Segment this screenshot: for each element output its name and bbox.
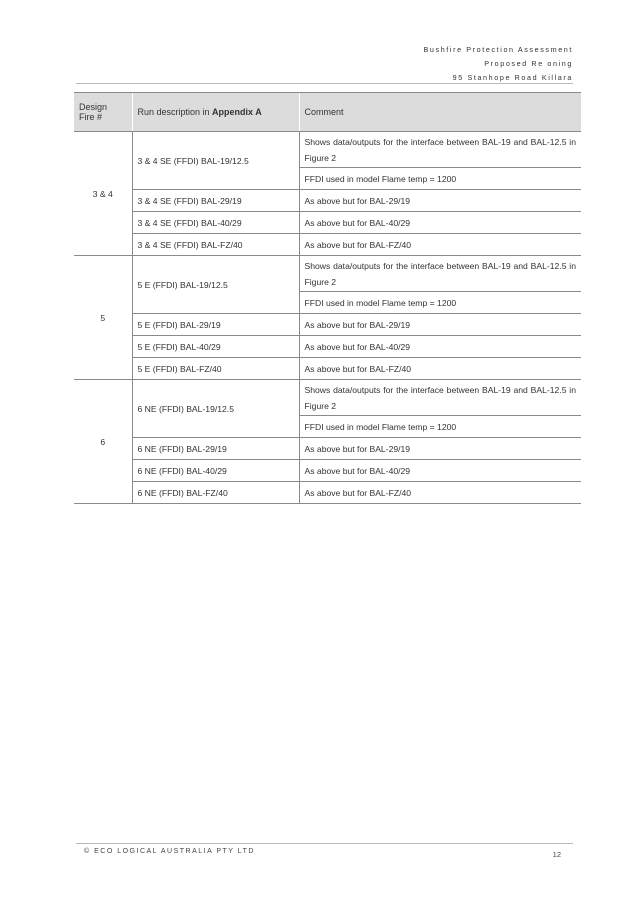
run-description-cell: 3 & 4 SE (FFDI) BAL-29/19 (132, 190, 299, 212)
design-fire-table (74, 92, 581, 504)
table-row (74, 314, 581, 336)
comment-cell: FFDI used in model Flame temp = 1200 (299, 416, 581, 438)
comment-cell: Shows data/outputs for the interface between BAL-19 and BAL-12.5 in Figure 2 (299, 380, 581, 416)
comment-cell: As above but for BAL-40/29 (299, 460, 581, 482)
run-description-cell: 6 NE (FFDI) BAL-29/19 (132, 438, 299, 460)
table-row (74, 438, 581, 460)
header-proposal: Proposed Re oning (484, 59, 573, 68)
run-description-cell: 3 & 4 SE (FFDI) BAL-19/12.5 (132, 132, 299, 190)
comment-cell: As above but for BAL-FZ/40 (299, 358, 581, 380)
table-row (74, 460, 581, 482)
comment-cell: Shows data/outputs for the interface between BAL-19 and BAL-12.5 in Figure 2 (299, 256, 581, 292)
column-header-comment: Comment (299, 93, 581, 132)
header-document-title: Bushfire Protection Assessment (423, 45, 573, 54)
run-description-cell: 6 NE (FFDI) BAL-FZ/40 (132, 482, 299, 504)
comment-cell: FFDI used in model Flame temp = 1200 (299, 292, 581, 314)
footer-copyright: © ECO LOGICAL AUSTRALIA PTY LTD (84, 848, 255, 855)
column-header-run-appendix: Appendix A (212, 107, 262, 117)
run-description-cell: 5 E (FFDI) BAL-19/12.5 (132, 256, 299, 314)
table-row (74, 358, 581, 380)
column-header-run-prefix: Run description in (137, 107, 213, 117)
table-row (74, 234, 581, 256)
design-fire-cell: 3 & 4 (74, 132, 132, 256)
table-row (74, 212, 581, 234)
run-description-cell: 3 & 4 SE (FFDI) BAL-FZ/40 (132, 234, 299, 256)
comment-cell: As above but for BAL-40/29 (299, 212, 581, 234)
footer-rule (76, 843, 573, 844)
table-row (74, 132, 581, 168)
run-description-cell: 6 NE (FFDI) BAL-19/12.5 (132, 380, 299, 438)
design-fire-cell: 6 (74, 380, 132, 504)
design-fire-cell: 5 (74, 256, 132, 380)
column-header-design-fire (74, 93, 132, 132)
comment-cell: As above but for BAL-29/19 (299, 314, 581, 336)
comment-cell: FFDI used in model Flame temp = 1200 (299, 168, 581, 190)
comment-cell: As above but for BAL-29/19 (299, 438, 581, 460)
table-row (74, 482, 581, 504)
table-row (74, 256, 581, 292)
comment-cell: Shows data/outputs for the interface between BAL-19 and BAL-12.5 in Figure 2 (299, 132, 581, 168)
table-row (74, 336, 581, 358)
table-header-row (74, 93, 581, 132)
run-description-cell: 5 E (FFDI) BAL-FZ/40 (132, 358, 299, 380)
run-description-cell: 6 NE (FFDI) BAL-40/29 (132, 460, 299, 482)
table-row (74, 380, 581, 416)
column-header-design-fire-line1: Design (79, 102, 108, 112)
table-row (74, 190, 581, 212)
comment-cell: As above but for BAL-FZ/40 (299, 482, 581, 504)
column-header-run-description (132, 93, 299, 132)
comment-cell: As above but for BAL-FZ/40 (299, 234, 581, 256)
header-address: 95 Stanhope Road Killara (452, 73, 573, 82)
comment-cell: As above but for BAL-29/19 (299, 190, 581, 212)
run-description-cell: 5 E (FFDI) BAL-29/19 (132, 314, 299, 336)
header-rule (76, 83, 573, 84)
page-number: 12 (552, 850, 561, 859)
comment-cell: As above but for BAL-40/29 (299, 336, 581, 358)
column-header-design-fire-line2: Fire # (79, 112, 103, 122)
run-description-cell: 3 & 4 SE (FFDI) BAL-40/29 (132, 212, 299, 234)
run-description-cell: 5 E (FFDI) BAL-40/29 (132, 336, 299, 358)
